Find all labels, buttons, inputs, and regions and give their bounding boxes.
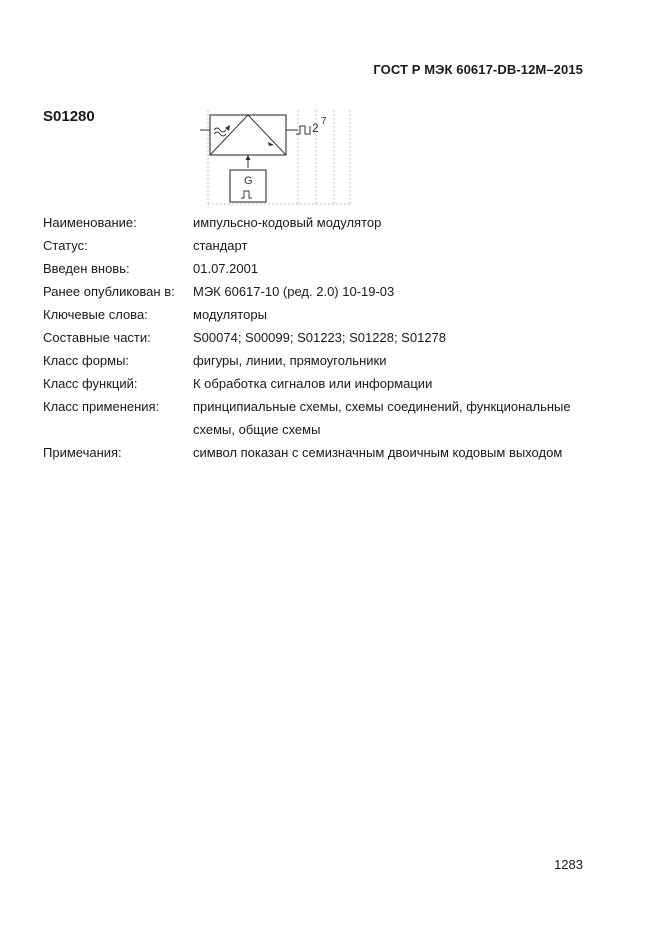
symbol-code: S01280 [43,108,95,125]
property-label: Ранее опубликован в: [43,284,175,299]
property-label: Класс функций: [43,376,138,391]
property-value: фигуры, линии, прямоугольники [193,353,387,368]
property-row [43,280,603,303]
property-value: стандарт [193,238,248,253]
diagonal-right [248,115,286,155]
modulator-symbol [200,110,360,206]
property-row [43,303,603,326]
property-row [43,441,603,464]
property-row [43,349,603,372]
arrow-up [246,155,251,160]
property-label: Класс применения: [43,399,160,414]
property-value: импульсно-кодовый модулятор [193,215,382,230]
base-number: 2 [312,121,319,135]
property-label: Наименование: [43,215,137,230]
property-label: Класс формы: [43,353,130,368]
property-row [43,211,603,234]
property-value: S00074; S00099; S01223; S01228; S01278 [193,330,446,345]
property-row [43,372,603,395]
property-label: Ключевые слова: [43,307,148,322]
property-value: МЭК 60617-10 (ред. 2.0) 10-19-03 [193,284,395,299]
page-number: 1283 [554,857,583,872]
property-label: Статус: [43,238,88,253]
property-value: символ показан с семизначным двоичным кодовым выходом [193,445,563,460]
property-label: Введен вновь: [43,261,130,276]
property-label: Составные части: [43,330,151,345]
property-row [43,395,603,441]
diagonal-left [210,115,248,155]
sine-wave-icon [214,128,226,136]
properties-table [43,211,603,464]
arrow-right [268,142,274,146]
property-value: 01.07.2001 [193,261,259,276]
property-value: модуляторы [193,307,267,322]
property-value: принципиальные схемы, схемы соединений, функциональные схемы, общие схемы [193,399,571,437]
pulse-generator-icon [241,191,252,198]
document-header: ГОСТ Р МЭК 60617-DB-12М–2015 [373,62,583,77]
grid-lines [208,110,350,204]
property-value: К обработка сигналов или информации [193,376,433,391]
generator-letter: G [244,175,253,187]
property-label: Примечания: [43,445,122,460]
property-row [43,257,603,280]
property-row [43,326,603,349]
property-row [43,234,603,257]
superscript-number: 7 [321,116,327,127]
